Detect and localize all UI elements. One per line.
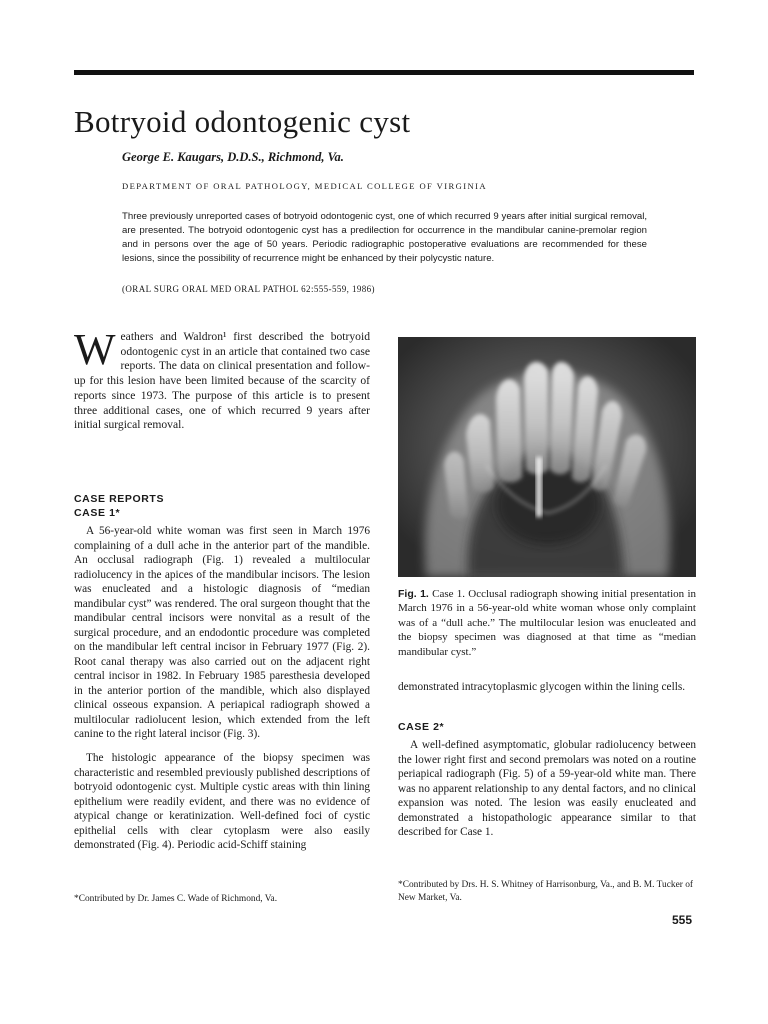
introduction-text: eathers and Waldron¹ first described the botryoid odontogenic cyst in an article that contained two case reports. The data on clinical presentation and follow-up for this lesion have been limited because of the scarcity of reports since 1973. The purpose of this article is to present three additional cases, one of which recurred 9 years after initial surgical removal. [74, 330, 370, 432]
figure-1-radiograph [398, 337, 696, 577]
case-2-paragraph: A well-defined asymptomatic, globular radiolucency between the lower right first and second premolars was noted on a routine periapical radiograph (Fig. 5) of a 59-year-old white man. There was no apparent relationship to any dental factors, and no clinical expansion was noted. The lesion was easily enucleated and demonstrated a histopathologic appearance similar to that described for Case 1. [398, 739, 696, 838]
figure-1-caption-text: Case 1. Occlusal radiograph showing initial presentation in March 1976 in a 56-year-old white woman whose only complaint was of a “dull ache.” The multilocular lesion was enucleated and the biopsy specimen was diagnosed at that time as “median mandibular cyst.” [398, 588, 696, 658]
department-line: DEPARTMENT OF ORAL PATHOLOGY, MEDICAL COLLEGE OF VIRGINIA [122, 181, 487, 191]
page-number: 555 [672, 913, 693, 927]
abstract: Three previously unreported cases of botryoid odontogenic cyst, one of which recurred 9 years after initial surgical removal, are presented. The botryoid odontogenic cyst has a predilection for occurrence in the mandibular canine-premolar region and in persons over the age of 50 years. Periodic radiographic postoperative evaluations are recommended for these lesions, since the possibility of recurrence might be enhanced by their polycystic nature. [122, 211, 647, 264]
case-1-continued: demonstrated intracytoplasmic glycogen within the lining cells. [398, 681, 686, 693]
footnote-right: *Contributed by Drs. H. S. Whitney of Harrisonburg, Va., and B. M. Tucker of New Market, Va. [398, 880, 694, 903]
section-heading-case-reports: CASE REPORTS [74, 493, 165, 505]
figure-1-caption [398, 587, 696, 659]
figure-1-label: Fig. 1. [398, 588, 429, 600]
author-line: George E. Kaugars, D.D.S., Richmond, Va. [122, 150, 344, 164]
case-1-heading: CASE 1* [74, 507, 121, 519]
case-1-paragraph-2: The histologic appearance of the biopsy specimen was characteristic and resembled previously published descriptions of botryoid odontogenic cyst. Multiple cystic areas with thin lining epithelium were readily evident, and there was no evidence of atypical change or keratinization. Well-defined foci of cystic epithelial cells with clear cytoplasm were also easily demonstrated (Fig. 4). Periodic acid-Schiff staining [74, 752, 370, 851]
article-title: Botryoid odontogenic cyst [74, 104, 411, 139]
introduction [74, 325, 370, 433]
case-1-paragraph-1: A 56-year-old white woman was first seen in March 1976 complaining of a dull ache in the anterior part of the mandible. An occlusal radiograph (Fig. 1) revealed a multilocular radiolucency in the apices of the mandibular incisors. The lesion was enucleated and a histologic diagnosis of “median mandibular cyst” was rendered. The oral surgeon thought that the mandibular central incisors were nonvital as a result of the surgical procedure, and an endodontic procedure was completed on the mandibular left central incisor in February 1977 (Fig. 2). Root canal therapy was also carried out on the adjacent right central incisor in 1982. In February 1985 paresthesia developed in the anterior portion of the mandible, which also displayed clinical osseous expansion. A periapical radiograph showed a multilocular radiolucent lesion, which extended from the left canine to the right lateral incisor (Fig. 3). [74, 525, 370, 740]
citation: (ORAL SURG ORAL MED ORAL PATHOL 62:555-559, 1986) [122, 284, 375, 294]
drop-cap: W [74, 325, 116, 374]
case-2-heading: CASE 2* [398, 721, 445, 733]
header-rule [74, 70, 694, 75]
footnote-left: *Contributed by Dr. James C. Wade of Richmond, Va. [74, 894, 278, 904]
